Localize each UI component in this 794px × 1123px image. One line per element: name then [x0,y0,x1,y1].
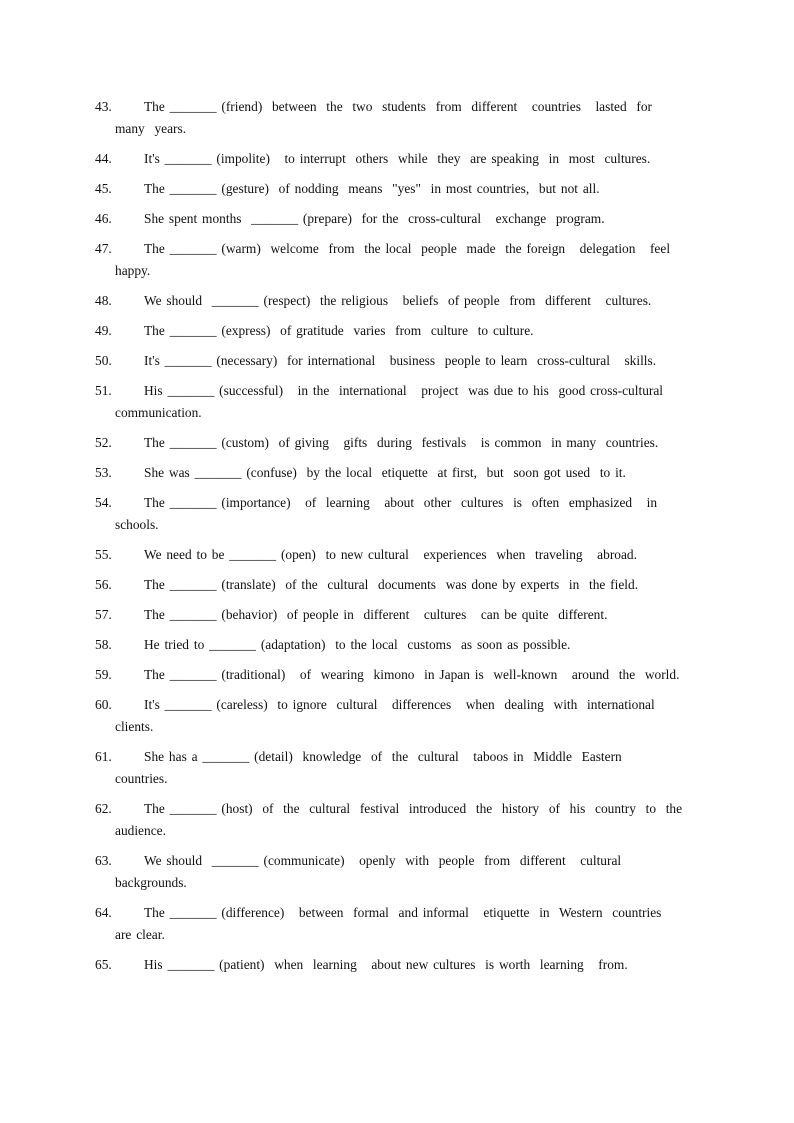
question-item [95,746,695,790]
question-item [95,574,695,596]
question-number: 64. [95,905,112,920]
question-item [95,432,695,454]
question-text-continued: happy. [115,263,151,278]
question-number: 46. [95,211,112,226]
question-number: 62. [95,801,112,816]
question-text-continued: audience. [115,823,166,838]
question-text: It's _______ (necessary) for international business people to learn cross-cultural skills. [144,353,657,368]
question-number: 65. [95,957,112,972]
question-text-continued: backgrounds. [115,875,187,890]
question-text: The _______ (translate) of the cultural documents was done by experts in the field. [144,577,639,592]
question-text: The _______ (importance) of learning about other cultures is often emphasized in [144,495,658,510]
question-number: 51. [95,383,112,398]
question-text: His _______ (successful) in the international project was due to his good cross-cultural [144,383,664,398]
question-item [95,694,695,738]
question-number: 50. [95,353,112,368]
question-item [95,604,695,626]
question-text: The _______ (warm) welcome from the local people made the foreign delegation feel [144,241,671,256]
question-text: He tried to _______ (adaptation) to the local customs as soon as possible. [144,637,571,652]
question-number: 48. [95,293,112,308]
question-number: 58. [95,637,112,652]
question-number: 57. [95,607,112,622]
question-number: 44. [95,151,112,166]
question-item [95,380,695,424]
question-number: 63. [95,853,112,868]
question-text: We should _______ (communicate) openly with people from different cultural [144,853,622,868]
question-text-continued: are clear. [115,927,165,942]
question-text: She spent months _______ (prepare) for the cross-cultural exchange program. [144,211,605,226]
question-item [95,320,695,342]
question-number: 53. [95,465,112,480]
question-number: 59. [95,667,112,682]
question-item [95,902,695,946]
question-item [95,850,695,894]
question-text-continued: many years. [115,121,187,136]
question-text: The _______ (host) of the cultural festival introduced the history of his country to the [144,801,683,816]
question-text: The _______ (friend) between the two students from different countries lasted for [144,99,652,114]
question-text: She was _______ (confuse) by the local etiquette at first, but soon got used to it. [144,465,626,480]
question-item [95,238,695,282]
question-text-continued: communication. [115,405,202,420]
question-item [95,492,695,536]
question-text: The _______ (custom) of giving gifts during festivals is common in many countries. [144,435,659,450]
question-item [95,178,695,200]
question-item [95,208,695,230]
question-number: 60. [95,697,112,712]
question-text: It's _______ (careless) to ignore cultural differences when dealing with international [144,697,655,712]
question-list [95,96,695,984]
question-number: 61. [95,749,112,764]
question-text: We need to be _______ (open) to new cultural experiences when traveling abroad. [144,547,637,562]
question-text: The _______ (gesture) of nodding means "yes" in most countries, but not all. [144,181,600,196]
question-text: We should _______ (respect) the religious beliefs of people from different cultures. [144,293,652,308]
question-text: His _______ (patient) when learning about new cultures is worth learning from. [144,957,628,972]
question-item [95,544,695,566]
question-item [95,798,695,842]
question-item [95,462,695,484]
question-text: It's _______ (impolite) to interrupt others while they are speaking in most cultures. [144,151,651,166]
question-text: The _______ (difference) between formal and informal etiquette in Western countries [144,905,662,920]
question-number: 56. [95,577,112,592]
question-number: 55. [95,547,112,562]
question-text: The _______ (behavior) of people in different cultures can be quite different. [144,607,608,622]
question-item [95,954,695,976]
question-item [95,634,695,656]
question-text: She has a _______ (detail) knowledge of the cultural taboos in Middle Eastern [144,749,622,764]
question-number: 45. [95,181,112,196]
question-number: 54. [95,495,112,510]
question-number: 43. [95,99,112,114]
question-item [95,290,695,312]
question-item [95,96,695,140]
question-text: The _______ (traditional) of wearing kimono in Japan is well-known around the world. [144,667,680,682]
question-text: The _______ (express) of gratitude varies from culture to culture. [144,323,534,338]
question-text-continued: countries. [115,771,168,786]
question-number: 52. [95,435,112,450]
question-number: 47. [95,241,112,256]
question-text-continued: schools. [115,517,159,532]
question-item [95,664,695,686]
question-number: 49. [95,323,112,338]
question-item [95,148,695,170]
question-text-continued: clients. [115,719,154,734]
question-item [95,350,695,372]
